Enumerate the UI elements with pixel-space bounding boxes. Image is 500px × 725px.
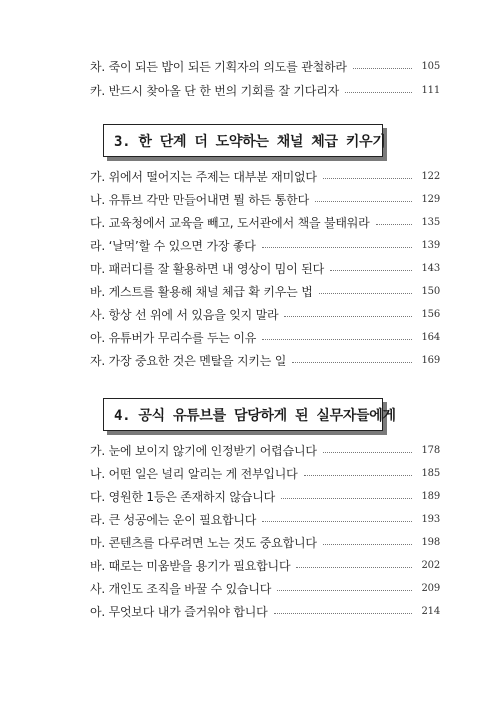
entry-page: 150	[421, 285, 440, 297]
dot-leader	[330, 269, 412, 271]
dot-leader	[319, 292, 412, 294]
entry-label: 마. 콘텐츠를 다루려면 노는 것도 중요합니다	[90, 535, 317, 550]
dot-leader	[376, 223, 412, 225]
chapter-3-heading: 3. 한 단계 더 도약하는 채널 체급 키우기	[103, 124, 383, 157]
dot-leader	[292, 361, 412, 363]
entry-page: 135	[421, 216, 440, 228]
entry-page: 198	[421, 536, 440, 548]
toc-entry	[90, 600, 440, 622]
entry-label: 사. 개인도 조직을 바꿀 수 있습니다	[90, 581, 272, 596]
entry-label: 카. 반드시 찾아올 단 한 번의 기회를 잘 기다리자	[90, 83, 339, 98]
entry-page: 193	[421, 513, 440, 525]
entry-page: 214	[421, 605, 440, 617]
toc-entry	[90, 234, 440, 256]
entry-page: 209	[421, 582, 440, 594]
dot-leader	[274, 612, 412, 614]
toc-entry	[90, 462, 440, 484]
chapter-4-heading: 4. 공식 유튜브를 담당하게 된 실무자들에게	[103, 398, 383, 431]
entry-page: 185	[421, 467, 440, 479]
dot-leader	[323, 177, 412, 179]
dot-leader	[345, 91, 412, 93]
entry-label: 나. 어떤 일은 널리 알리는 게 전부입니다	[90, 466, 298, 481]
entry-label: 차. 죽이 되든 밥이 되든 기획자의 의도를 관철하라	[90, 59, 347, 74]
dot-leader	[284, 315, 412, 317]
toc-entry	[90, 280, 440, 302]
entry-page: 156	[421, 308, 440, 320]
entry-page: 189	[421, 490, 440, 502]
toc-entry	[90, 188, 440, 210]
entry-page: 139	[421, 239, 440, 251]
entry-label: 사. 항상 선 위에 서 있음을 잊지 말라	[90, 307, 279, 322]
entry-label: 바. 때로는 미움받을 용기가 필요합니다	[90, 558, 291, 573]
entry-page: 111	[421, 84, 440, 96]
toc-entry	[90, 554, 440, 576]
entry-label: 아. 유튜버가 무리수를 두는 이유	[90, 330, 257, 345]
entry-label: 라. 큰 성공에는 운이 필요합니다	[90, 512, 257, 527]
entry-label: 가. 위에서 떨어지는 주제는 대부분 재미없다	[90, 169, 317, 184]
toc-entry	[90, 257, 440, 279]
toc-entry	[90, 439, 440, 461]
toc-entry	[90, 485, 440, 507]
toc-entry	[90, 577, 440, 599]
entry-label: 가. 눈에 보이지 않기에 인정받기 어렵습니다	[90, 443, 317, 458]
entry-page: 169	[421, 354, 440, 366]
dot-leader	[262, 246, 412, 248]
entry-page: 122	[421, 170, 440, 182]
entry-page: 105	[421, 60, 440, 72]
toc-entry	[90, 349, 440, 371]
entry-label: 다. 영원한 1등은 존재하지 않습니다	[90, 489, 275, 504]
entry-label: 아. 무엇보다 내가 즐거워야 합니다	[90, 604, 268, 619]
dot-leader	[262, 520, 412, 522]
entry-page: 202	[421, 559, 440, 571]
entry-page: 178	[421, 444, 440, 456]
entry-label: 라. ‘날먹’할 수 있으면 가장 좋다	[90, 238, 256, 253]
entry-label: 바. 게스트를 활용해 채널 체급 확 키우는 법	[90, 284, 313, 299]
toc-entry	[90, 326, 440, 348]
toc-entry	[90, 531, 440, 553]
dot-leader	[296, 566, 412, 568]
entry-page: 143	[421, 262, 440, 274]
toc-entry	[90, 508, 440, 530]
entry-page: 129	[421, 193, 440, 205]
dot-leader	[281, 497, 412, 499]
dot-leader	[304, 474, 412, 476]
dot-leader	[315, 200, 412, 202]
dot-leader	[353, 67, 412, 69]
dot-leader	[262, 338, 412, 340]
toc-entry	[90, 165, 440, 187]
dot-leader	[277, 589, 412, 591]
dot-leader	[323, 451, 412, 453]
entry-label: 다. 교육청에서 교육을 빼고, 도서관에서 책을 불태워라	[90, 215, 370, 230]
toc-entry	[90, 55, 440, 77]
entry-label: 나. 유튜브 각만 만들어내면 뭘 하든 통한다	[90, 192, 309, 207]
entry-label: 마. 패러디를 잘 활용하면 내 영상이 밈이 된다	[90, 261, 324, 276]
dot-leader	[323, 543, 412, 545]
toc-entry	[90, 303, 440, 325]
entry-page: 164	[421, 331, 440, 343]
toc-entry	[90, 79, 440, 101]
toc-entry	[90, 211, 440, 233]
entry-label: 자. 가장 중요한 것은 멘탈을 지키는 일	[90, 353, 287, 368]
